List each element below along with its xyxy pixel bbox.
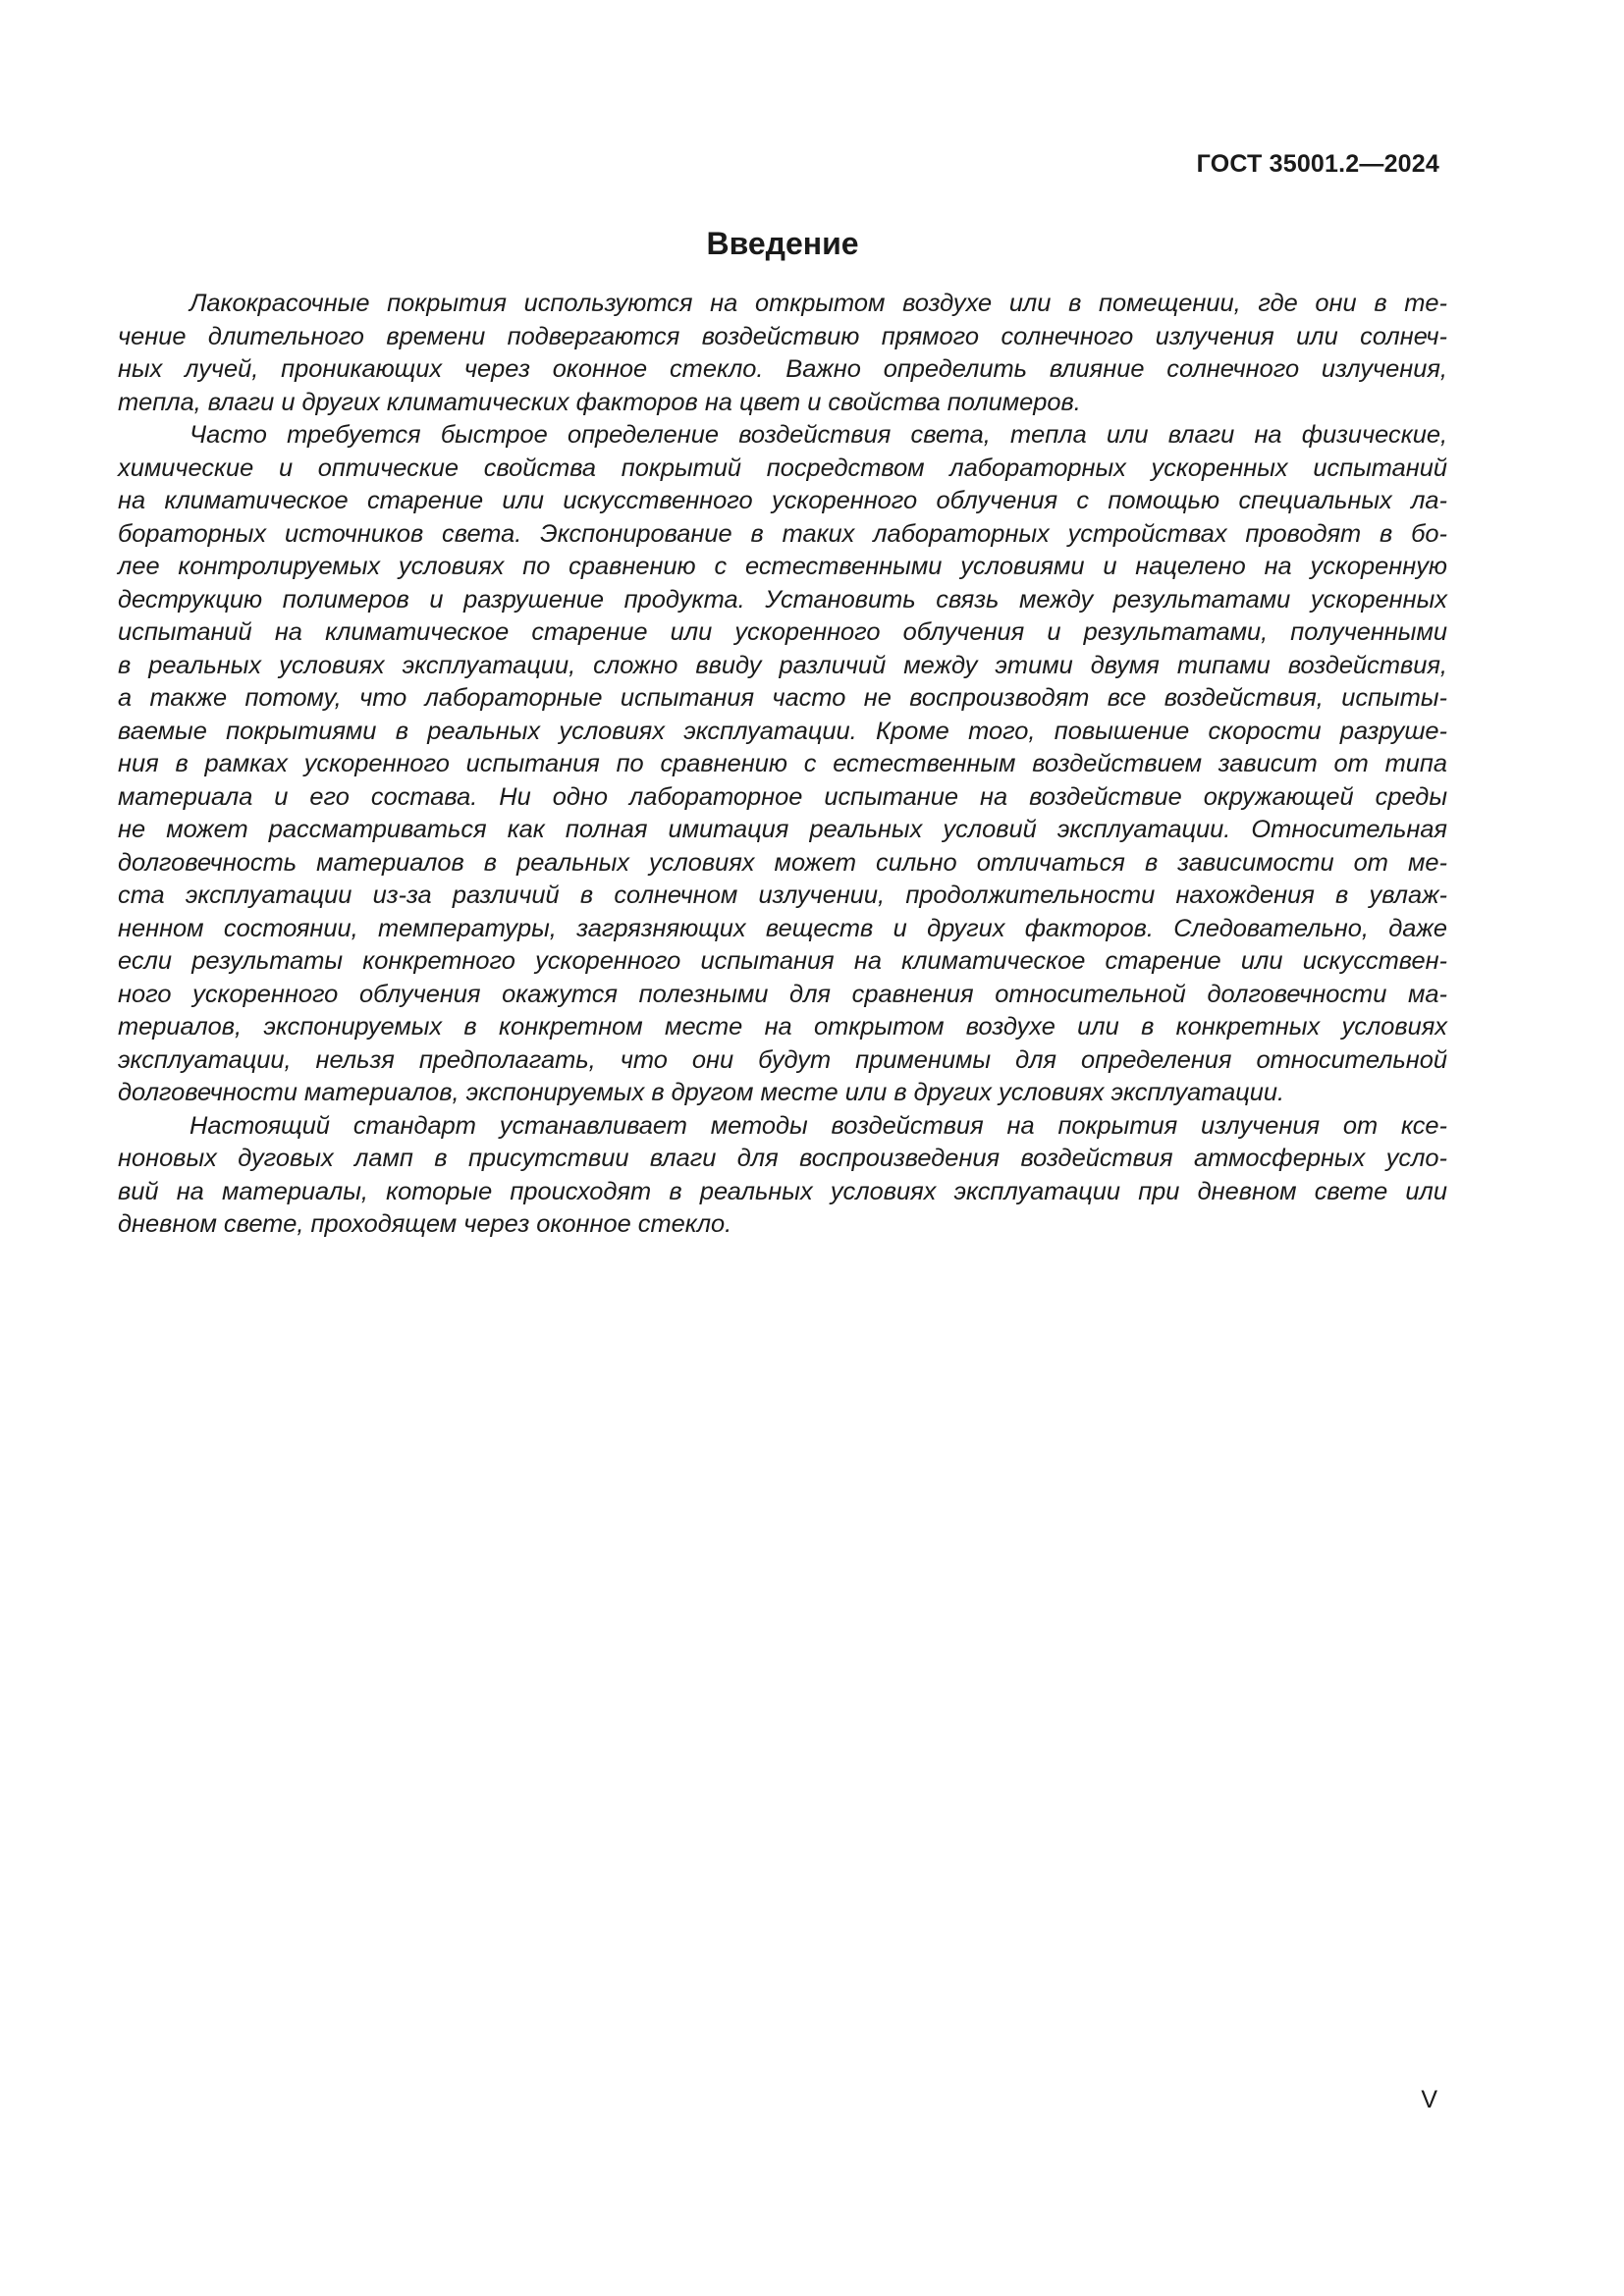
text-line: чение длительного времени подвергаются воздействию прямого солнечного излучения или солнеч- — [118, 322, 1447, 350]
text-line: Часто требуется быстрое определение воздействия света, тепла или влаги на физические, — [189, 421, 1447, 449]
text-line: ваемые покрытиями в реальных условиях эксплуатации. Кроме того, повышение скорости разруше- — [118, 717, 1447, 745]
text-line: вий на материалы, которые происходят в реальных условиях эксплуатации при дневном свете или — [118, 1177, 1447, 1205]
text-line: химические и оптические свойства покрытий посредством лабораторных ускоренных испытаний — [118, 454, 1447, 482]
text-line: на климатическое старение или искусственного ускоренного облучения с помощью специальных ла- — [118, 487, 1447, 514]
text-line: ста эксплуатации из-за различий в солнечном излучении, продолжительности нахождения в увлаж- — [118, 881, 1447, 909]
page-number: V — [1421, 2086, 1437, 2113]
text-line: тепла, влаги и других климатических факторов на цвет и свойства полимеров. — [118, 388, 1081, 416]
text-line: лее контролируемых условиях по сравнению с естественными условиями и нацелено на ускоренную — [118, 553, 1447, 580]
text-line: долговечность материалов в реальных условиях может сильно отличаться в зависимости от ме- — [118, 848, 1447, 877]
text-line: ных лучей, проникающих через оконное стекло. Важно определить влияние солнечного излучения, — [118, 355, 1447, 383]
paragraph-1 — [118, 288, 1447, 419]
text-line: долговечности материалов, экспонируемых в другом месте или в других условиях эксплуатации. — [118, 1079, 1285, 1106]
text-line: не может рассматриваться как полная имитация реальных условий эксплуатации. Относительная — [118, 816, 1447, 843]
text-line: Лакокрасочные покрытия используются на открытом воздухе или в помещении, где они в те- — [189, 290, 1447, 317]
text-line: ния в рамках ускоренного испытания по сравнению с естественным воздействием зависит от типа — [118, 750, 1447, 777]
introduction-body — [118, 288, 1447, 1242]
text-line: дневном свете, проходящем через оконное стекло. — [118, 1210, 732, 1238]
text-line: Настоящий стандарт устанавливает методы воздействия на покрытия излучения от ксе- — [189, 1111, 1447, 1140]
text-line: ноновых дуговых ламп в присутствии влаги для воспроизведения воздействия атмосферных усло- — [118, 1145, 1447, 1172]
paragraph-2 — [118, 419, 1447, 1110]
text-line: в реальных условиях эксплуатации, сложно ввиду различий между этими двумя типами воздействия, — [118, 651, 1447, 679]
text-line: ненном состоянии, температуры, загрязняющих веществ и других факторов. Следовательно, даже — [118, 914, 1447, 942]
section-title: Введение — [706, 226, 859, 261]
paragraph-3 — [118, 1110, 1447, 1242]
text-line: деструкцию полимеров и разрушение продукта. Установить связь между результатами ускоренных — [118, 585, 1447, 614]
text-line: а также потому, что лабораторные испытания часто не воспроизводят все воздействия, испыты- — [118, 684, 1447, 712]
text-line: териалов, экспонируемых в конкретном месте на открытом воздухе или в конкретных условиях — [118, 1013, 1447, 1041]
text-line: материала и его состава. Ни одно лабораторное испытание на воздействие окружающей среды — [118, 782, 1447, 811]
document-id: ГОСТ 35001.2—2024 — [1196, 150, 1439, 178]
text-line: испытаний на климатическое старение или ускоренного облучения и результатами, полученными — [118, 618, 1447, 646]
text-line: ного ускоренного облучения окажутся полезными для сравнения относительной долговечности ма- — [118, 980, 1447, 1008]
text-line: если результаты конкретного ускоренного испытания на климатическое старение или искусствен- — [118, 947, 1447, 975]
text-line: эксплуатации, нельзя предполагать, что они будут применимы для определения относительной — [118, 1045, 1447, 1074]
text-line: бораторных источников света. Экспонирование в таких лабораторных устройствах проводят в бо- — [118, 519, 1447, 548]
